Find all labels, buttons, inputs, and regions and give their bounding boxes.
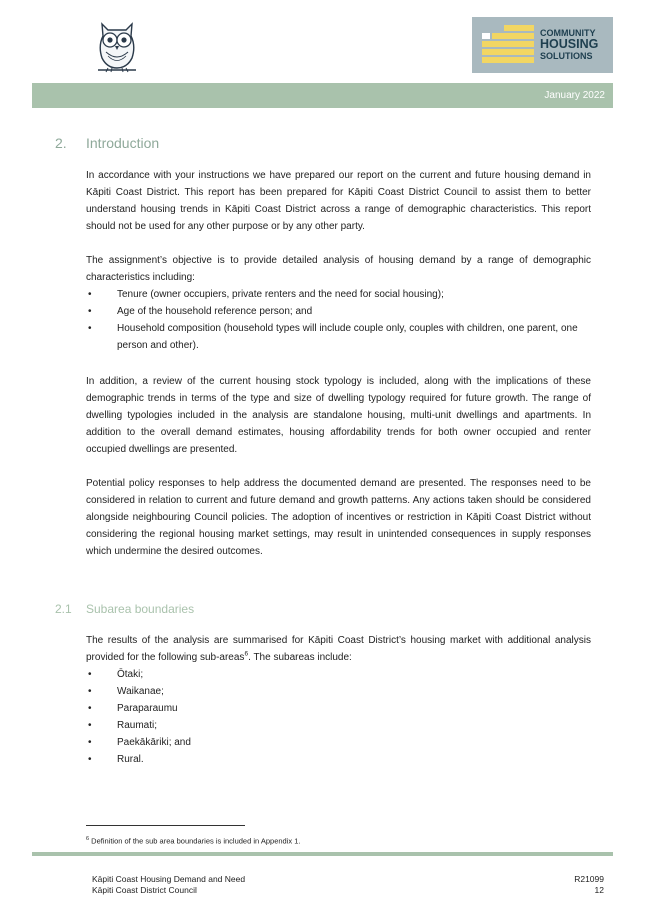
footnote-text: Definition of the sub area boundaries is included in Appendix 1.: [91, 836, 301, 846]
intro-paragraph-2: The assignment’s objective is to provide detailed analysis of housing demand by a range of demographic characteristics including:: [86, 255, 591, 283]
community-housing-solutions-logo: [472, 17, 613, 73]
footnote: [86, 836, 300, 846]
header-date: January 2022: [544, 90, 605, 101]
footer-report-ref: R21099: [574, 874, 604, 884]
subsection-number: 2.1: [55, 602, 72, 616]
page-number: 12: [594, 885, 604, 895]
section-title: Introduction: [86, 135, 160, 151]
subarea-intro: The results of the analysis are summarised for Kāpiti Coast District’s housing market with additional analysis provided for the following sub-areas$^6$. The subareas include:: [86, 635, 591, 663]
subarea-list: [86, 666, 591, 768]
footnote-number: 6: [86, 836, 90, 842]
header-band: [32, 83, 613, 108]
footnote-divider: [86, 825, 245, 826]
list-item: • Ōtaki;: [88, 669, 144, 680]
list-item: • Rural.: [88, 754, 144, 765]
footer-divider: [32, 852, 613, 856]
list-item: • Raumati;: [88, 720, 158, 731]
characteristics-list: [86, 286, 591, 354]
brand-line-2: HOUSING: [540, 37, 599, 51]
subsection-heading: [55, 602, 194, 616]
list-item: • Age of the household reference person; and: [88, 306, 313, 317]
subsection-title: Subarea boundaries: [86, 602, 195, 616]
list-item: • Waikanae;: [88, 686, 164, 697]
list-item: • Tenure (owner occupiers, private renters and the need for social housing);: [88, 289, 444, 300]
list-item: • Paraparaumu: [88, 703, 178, 714]
housing-bars-icon: [482, 25, 534, 65]
list-item: • Paekākāriki; and: [88, 737, 191, 748]
footer-doc-title: Kāpiti Coast Housing Demand and Need: [92, 874, 246, 884]
footer-client: Kāpiti Coast District Council: [92, 885, 197, 895]
section-heading: [55, 135, 159, 151]
footnote-reference[interactable]: 6: [244, 650, 249, 658]
owl-logo-icon: [92, 18, 142, 74]
footer-left: [92, 874, 245, 896]
brand-name: [540, 28, 612, 61]
intro-paragraph-3: In addition, a review of the current housing stock typology is included, along with the implications of these demographic trends in terms of the type and size of dwelling typology required for future growth. The range of dwelling typologies included in the analysis are standalone housing, multi-unit dwellings and apartments. In addition to the overall demand estimates, housing affordability trends for both owner occupied and renter occupied dwellings are presented.: [86, 376, 591, 455]
intro-paragraph-1: In accordance with your instructions we have prepared our report on the current and future housing demand in Kāpiti Coast District. This report has been prepared for Kāpiti Coast District Council to assist them to better understand housing trends in Kāpiti Coast District across a range of demographic characteristics. This report should not be used for any other purpose or by any other party.: [86, 170, 591, 232]
footer-right: [574, 874, 604, 896]
list-item: • Household composition (household types will include couple only, couples with children, one parent, one person and other).: [88, 323, 578, 351]
intro-paragraph-4: Potential policy responses to help address the documented demand are presented. The responses need to be considered in relation to current and future demand and growth patterns. Any actions taken should be considered alongside neighbouring Council policies. The adoption of incentives or restriction in Kāpiti Coast District without considering the regional housing market settings, may result in unintended consequences in supply responses which undermine the desired outcomes.: [86, 478, 591, 557]
section-number: 2.: [55, 135, 67, 151]
brand-line-1: COMMUNITY: [540, 28, 596, 38]
brand-line-3: SOLUTIONS: [540, 51, 593, 61]
